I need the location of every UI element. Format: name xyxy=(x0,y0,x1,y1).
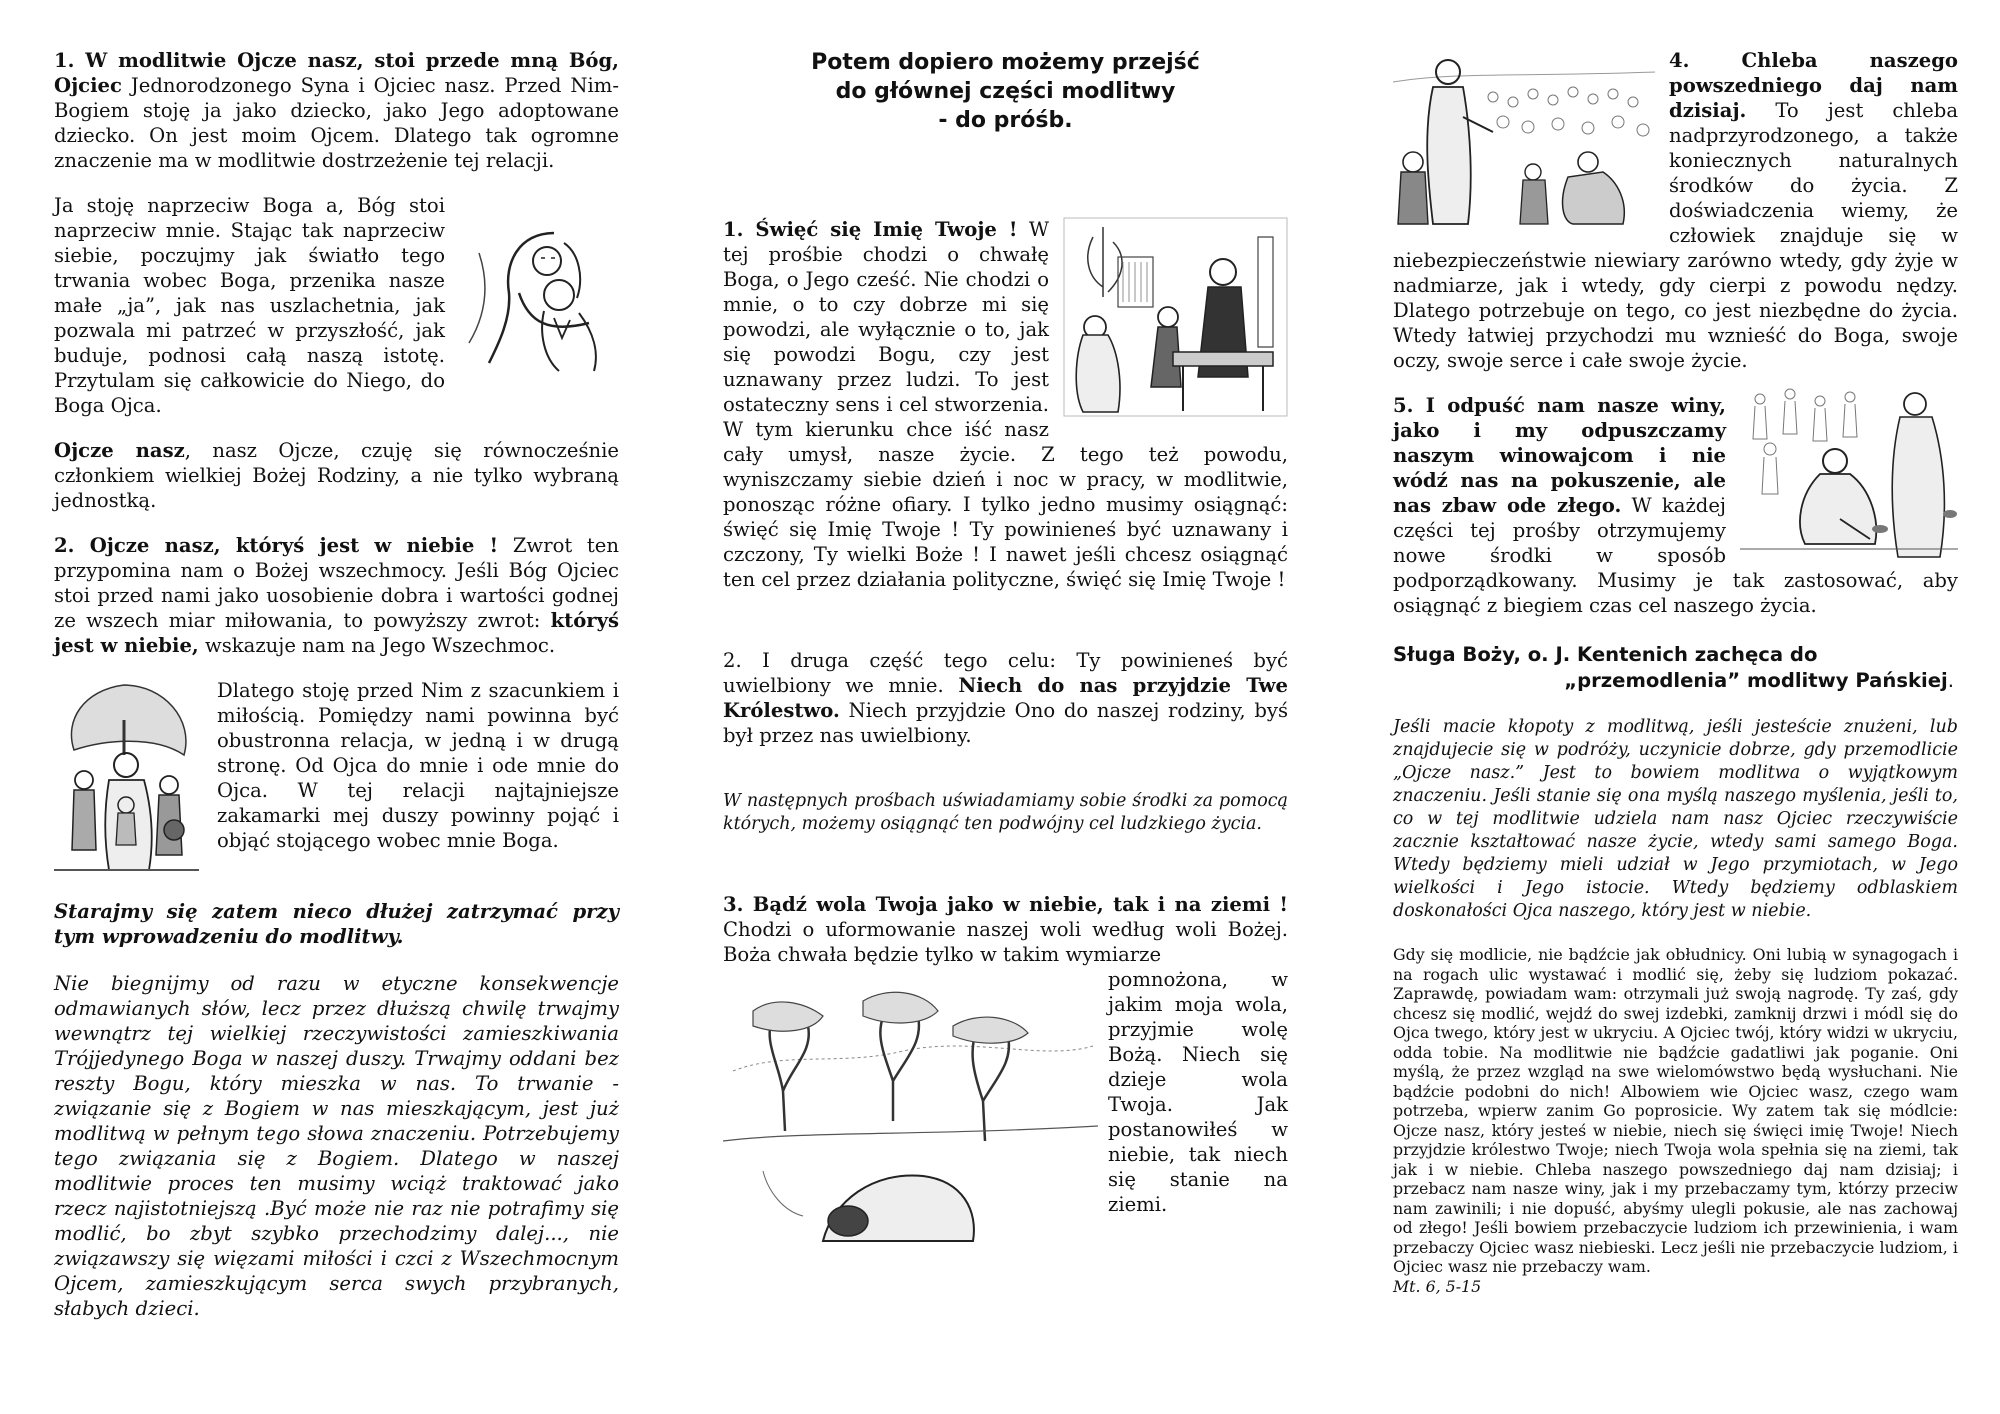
paragraph-1: 1. W modlitwie Ojcze nasz, stoi przede mną Bóg, Ojciec Jednorodzonego Syna i Ojciec nasz. Przed Nim-Bogiem stoję ja jako dziecko, jako Jego adoptowane dziecko. On jest moim Ojcem. Dlatego tak ogromne znaczenie ma w modlitwie dostrzeżenie tej relacji. xyxy=(54,49,619,172)
holy-family-workshop-drawing-icon xyxy=(1063,217,1288,417)
kentenich-heading: Sługa Boży, o. J. Kentenich zachęca do „przemodlenia” modlitwy Pańskiej. xyxy=(1393,643,1954,692)
kentenich-quote: Jeśli macie kłopoty z modlitwą, jeśli jesteście znużeni, lub znajdujecie się w podróży, uczynicie dobrze, gdy przemodlicie „Ojcze nasz.” Jest to bowiem modlitwa o wyjątkowym znaczeniu. Jeśli stanie się ona myślą naszego myślenia, jeśli to, co w tej modlitwie udziela nam nasz Ojciec rzeczywiście zacznie kształtować nasze życie, wtedy sami samego Boga. Wtedy będziemy mieli udział w Jego przymiotach, w Jego wielkości i Jego istocie. Wtedy będziemy odblaskiem doskonałości Ojca naszego, który jest w niebie. xyxy=(1393,717,1958,921)
column-right xyxy=(1393,48,1958,1296)
petition-3-continued: pomnożona, w jakim moja wola, przyjmie wolę Bożą. Niech się dzieje wola Twoja. Jak postanowiłeś w niebie, tak niech się stanie na ziemi. xyxy=(1108,968,1288,1216)
jesus-with-children-drawing-icon xyxy=(54,680,199,875)
petition-5: 5. I odpuść nam nasze winy, jako i my odpuszczamy naszym winowajcom i nie wódź nas na pokuszenie, ale nas zbaw ode złego. W każdej części tej prośby otrzymujemy nowe środki w sposób podporządkowany. Musimy je tak zastosować, aby osiągnąć z biegiem czas cel naszego życia. xyxy=(1393,394,1958,617)
paragraph-7: Nie biegnijmy od razu w etyczne konsekwencje odmawianych słów, lecz przez dłuższą chwilę trwajmy wewnątrz tej wielkiej rzeczywistości zamieszkiwania Trójjedynego Boga w naszej duszy. Trwajmy oddani bez reszty Bogu, który mieszka w nas. To trwanie - związanie się z Bogiem w nas mieszkającym, jest już modlitwą w pełnym tego słowa znaczeniu. Potrzebujemy tego związania się z Bogiem. Dlatego w naszej modlitwie proces ten musimy wciąż traktować jako rzecz najistotniejszą .Być może nie raz nie potrafimy się modlić, bo zbyt szybko przechodzimy dalej..., nie związawszy się więzami miłości i czci z Wszechmocnym Ojcem, zamieszkującym serca swych przybranych, słabych dzieci. xyxy=(54,972,619,1320)
paragraph-2: Ja stoję naprzeciw Boga a, Bóg stoi naprzeciw mnie. Stając tak naprzeciw siebie, poczujmy jak światło tego trwania wobec Boga, przenika nasze małe „ja”, jak nas uszlachetnia, jak pozwala mi patrzeć w przyszłość, jak buduje, podnosi całą naszą istotę. Przytulam się całkowicie do Niego, do Boga Ojca. xyxy=(54,194,445,417)
paragraph-5: Dlatego stoję przed Nim z szacunkiem i miłością. Pomiędzy nami powinna być obustronna relacja, w jedną i w drugą stronę. Od Ojca do mnie i ode mnie do Ojca. W tej relacji najtajniejsze zakamarki mej duszy powinny pojąć i objąć stojącego wobec mnie Boga. xyxy=(217,679,619,852)
petition-1: 1. Święć się Imię Twoje ! W tej prośbie chodzi o chwałę Boga, o Jego cześć. Nie chodzi o mnie, o to czy dobrze mi się powodzi, ale wyłącznie o to, jak się powodzi Bogu, czy jest uznawany przez ludzi. To jest ostateczny sens i cel stworzenia. W tym kierunku chce iść nasz cały umysł, nasze życie. Z tego też powodu, wyniszczamy siebie dzień i noc w pracy, w modlitwie, ponosząc różne ofiary. I tylko jedno musimy osiągnąć: święć się Imię Twoje ! Ty powinieneś być uznawany i czczony, Ty wielki Boże ! I nawet jeśli chcesz osiągnąć ten cel przez działania polityczne, święć się Imię Twoje ! xyxy=(723,218,1288,591)
gospel-passage: Gdy się modlicie, nie bądźcie jak obłudnicy. Oni lubią w synagogach i na rogach ulic wystawać i modlić się, żeby się ludziom pokazać. Zaprawdę, powiadam wam: otrzymali już swoją nagrodę. Ty zaś, gdy chcesz się modlić, wejdź do swej izdebki, zamknij drzwi i módl się do Ojca twego, który jest w ukryciu. A Ojciec twój, który widzi w ukryciu, odda tobie. Na modlitwie nie bądźcie gadatliwi jak poganie. Oni myślą, że przez wzgląd na swe wielomówstwo będą wysłuchani. Nie bądźcie podobni do nich! Albowiem wie Ojciec wasz, czego wam potrzeba, wpierw zanim Go poprosicie. Wy zatem tak się módlcie: Ojcze nasz, który jesteś w niebie, niech się święci imię Twoje! Niech przyjdzie królestwo Twoje; niech Twoja wola spełnia się na ziemi, tak jak i w niebie. Chleba naszego powszedniego daj nam dzisiaj; i przebacz nam nasze winy, jak i my przebaczamy tym, którzy przeciw nam zawinili; i nie dopuść, abyśmy ulegli pokusie, ale nas zachowaj od złego! Jeśli bowiem przebaczycie ludziom ich przewinienia, i wam przebaczy Ojciec wasz niebieski. Lecz jeśli nie przebaczycie ludziom, i Ojciec wasz nie przebaczy wam. xyxy=(1393,945,1958,1276)
means-note: W następnych prośbach uświadamiamy sobie środki za pomocą których, możemy osiągnąć ten podwójny cel ludzkiego życia. xyxy=(723,791,1288,834)
petition-2: 2. I druga część tego celu: Ty powinieneś być uwielbiony we mnie. Niech do nas przyjdzie Twe Królestwo. Niech przyjdzie Ono do naszej rodziny, byś był przez nas uwielbiony. xyxy=(723,649,1288,747)
loaves-distribution-drawing-icon xyxy=(1393,42,1655,227)
embracing-father-son-drawing-icon xyxy=(459,223,619,373)
paragraph-6: Starajmy się zatem nieco dłużej zatrzymać przy tym wprowadzeniu do modlitwy. xyxy=(54,900,619,948)
gospel-reference: Mt. 6, 5-15 xyxy=(1393,1276,1482,1296)
petition-4: 4. Chleba naszego powszedniego daj nam dzisiaj. To jest chleba nadprzyrodzonego, a także koniecznych naturalnych środków do życia. Z doświadczenia wiemy, że człowiek znajduje się w niebezpieczeństwie niewiary zarówno wtedy, gdy żyje w nadmiarze, jak i wtedy, gdy cierpi z powodu nędzy. Dlatego potrzebuje on tego, co jest niezbędne do życia. Wtedy łatwiej przychodzi mu wznieść do Boga, swoje oczy, swoje serce i całe swoje życie. xyxy=(1393,49,1958,372)
jesus-writing-in-sand-drawing-icon xyxy=(1740,379,1958,559)
section-heading: Potem dopiero możemy przejść do głównej części modlitwy - do próśb. xyxy=(811,50,1200,133)
column-left xyxy=(54,48,619,1321)
gethsemane-prayer-drawing-icon xyxy=(723,971,1098,1246)
column-middle xyxy=(723,48,1288,1246)
petition-3: 3. Bądź wola Twoja jako w niebie, tak i na ziemi ! Chodzi o uformowanie naszej woli według woli Bożej. Boża chwała będzie tylko w takim wymiarze xyxy=(723,893,1288,966)
paragraph-3: Ojcze nasz, nasz Ojcze, czuję się równocześnie członkiem wielkiej Bożej Rodziny, a nie tylko wybraną jednostką. xyxy=(54,439,619,512)
paragraph-4: 2. Ojcze nasz, któryś jest w niebie ! Zwrot ten przypomina nam o Bożej wszechmocy. Jeśli Bóg Ojciec stoi przed nami jako uosobienie dobra i wartości godnej ze wszech miar miłowania, to powyższy zwrot: któryś jest w niebie, wskazuje nam na Jego Wszechmoc. xyxy=(54,534,619,657)
